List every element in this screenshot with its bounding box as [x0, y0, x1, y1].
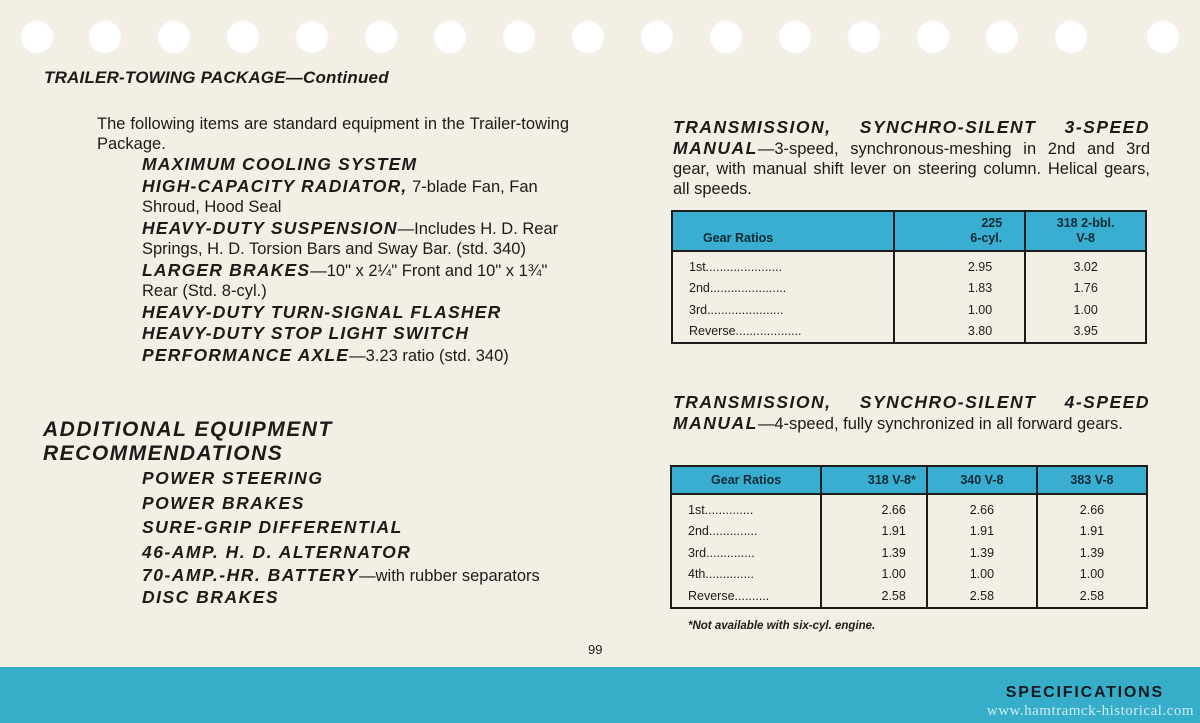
table-row	[671, 521, 1147, 543]
cell-value: 1.83	[894, 278, 1025, 300]
binder-hole	[1146, 20, 1180, 54]
cell-value: 2.66	[1037, 494, 1147, 521]
cell-value: 1.91	[821, 521, 927, 543]
row-label: 2nd..............	[671, 521, 821, 543]
column-header: Gear Ratios	[671, 466, 821, 494]
binder-holes	[0, 0, 1200, 60]
cell-value: 1.39	[1037, 542, 1147, 564]
additional-heading-line-1: ADDITIONAL EQUIPMENT	[43, 418, 333, 441]
binder-hole	[157, 20, 191, 54]
row-label: 3rd..............	[671, 542, 821, 564]
binder-hole	[433, 20, 467, 54]
item-name: HEAVY-DUTY STOP LIGHT SWITCH	[142, 323, 470, 343]
item-name: HIGH-CAPACITY RADIATOR,	[142, 175, 408, 196]
binder-hole	[709, 20, 743, 54]
cell-value: 2.58	[1037, 585, 1147, 608]
list-item	[142, 467, 572, 492]
watermark: www.hamtramck-historical.com	[986, 703, 1194, 719]
list-item	[142, 516, 572, 541]
table-row	[672, 321, 1146, 344]
trans3-paragraph	[673, 117, 1150, 199]
column-header: 225 6-cyl.	[894, 211, 1025, 251]
list-item	[97, 302, 577, 324]
binder-hole	[364, 20, 398, 54]
trans4-desc: —4-speed, fully synchronized in all forward gears.	[757, 415, 1123, 433]
table-row	[672, 251, 1146, 278]
trans4-name: TRANSMISSION, SYNCHRO-SILENT 4-SPEED MANUAL	[673, 392, 1150, 433]
item-name: DISC BRAKES	[142, 587, 280, 607]
intro-paragraph: The following items are standard equipment in the Trailer-towing Package.	[97, 115, 569, 153]
trans3-ratio-table	[671, 210, 1147, 344]
cell-value: 1.00	[821, 564, 927, 586]
cell-value: 1.00	[927, 564, 1037, 586]
row-label: 2nd......................	[672, 278, 894, 300]
list-item	[142, 586, 572, 611]
list-item	[97, 260, 570, 302]
cell-value: 1.76	[1025, 278, 1146, 300]
item-desc: —with rubber separators	[359, 567, 540, 585]
cell-value: 1.39	[821, 542, 927, 564]
trans3-desc: —3-speed, synchronous-meshing in 2nd and 3rd gear, with manual shift lever on steering column. Helical gears, all speeds.	[673, 140, 1150, 198]
list-item	[97, 154, 577, 176]
binder-hole	[778, 20, 812, 54]
item-name: MAXIMUM COOLING SYSTEM	[142, 154, 418, 174]
column-header: 318 V-8*	[821, 466, 927, 494]
column-header: 318 2-bbl. V-8	[1025, 211, 1146, 251]
cell-value: 1.91	[927, 521, 1037, 543]
item-name: HEAVY-DUTY SUSPENSION	[142, 217, 398, 238]
binder-hole	[1054, 20, 1088, 54]
footnote: *Not available with six-cyl. engine.	[688, 620, 876, 632]
item-desc: 7-blade Fan, Fan Shroud, Hood Seal	[142, 177, 538, 216]
binder-hole	[502, 20, 536, 54]
column-header: 340 V-8	[927, 466, 1037, 494]
binder-hole	[847, 20, 881, 54]
list-item	[97, 323, 577, 345]
cell-value: 1.91	[1037, 521, 1147, 543]
list-item	[97, 218, 570, 260]
page-number: 99	[588, 642, 603, 657]
table-row	[671, 585, 1147, 608]
item-desc: —3.23 ratio (std. 340)	[349, 346, 509, 365]
table-row	[672, 278, 1146, 300]
binder-hole	[985, 20, 1019, 54]
row-label: 3rd......................	[672, 299, 894, 321]
row-label: 4th..............	[671, 564, 821, 586]
trans3-name: TRANSMISSION, SYNCHRO-SILENT 3-SPEED MANUAL	[673, 117, 1150, 158]
list-item	[97, 176, 570, 218]
additional-heading	[43, 418, 333, 466]
item-name: 46-AMP. H. D. ALTERNATOR	[142, 541, 412, 562]
trans4-ratio-table	[670, 465, 1148, 609]
cell-value: 3.02	[1025, 251, 1146, 278]
item-name: 70-AMP.-HR. BATTERY	[142, 565, 360, 585]
row-label: 1st......................	[672, 251, 894, 278]
row-label: Reverse...................	[672, 321, 894, 344]
cell-value: 3.80	[894, 321, 1025, 344]
column-header: 383 V-8	[1037, 466, 1147, 494]
column-header: Gear Ratios	[672, 211, 894, 251]
binder-hole	[20, 20, 54, 54]
binder-hole	[295, 20, 329, 54]
cell-value: 1.00	[1037, 564, 1147, 586]
list-item	[97, 345, 577, 367]
cell-value: 2.95	[894, 251, 1025, 278]
table-row	[671, 494, 1147, 521]
binder-hole	[571, 20, 605, 54]
row-label: Reverse..........	[671, 585, 821, 608]
item-name: POWER STEERING	[142, 468, 324, 488]
table-row	[671, 564, 1147, 586]
trans4-paragraph	[673, 392, 1150, 434]
cell-value: 1.00	[1025, 299, 1146, 321]
item-name: HEAVY-DUTY TURN-SIGNAL FLASHER	[142, 301, 502, 322]
item-name: POWER BRAKES	[142, 492, 305, 513]
table-row	[671, 542, 1147, 564]
additional-heading-line-2: RECOMMENDATIONS	[43, 442, 284, 465]
footer-label: SPECIFICATIONS	[1005, 684, 1164, 701]
item-desc: —Includes H. D. Rear Springs, H. D. Torsion Bars and Sway Bar. (std. 340)	[142, 219, 559, 258]
list-item	[142, 541, 572, 566]
cell-value: 1.00	[894, 299, 1025, 321]
item-desc: —10" x 2¼" Front and 10" x 1¾" Rear (Std. 8-cyl.)	[142, 261, 548, 300]
binder-hole	[916, 20, 950, 54]
list-item	[142, 565, 570, 586]
binder-hole	[88, 20, 122, 54]
cell-value: 2.58	[821, 585, 927, 608]
cell-value: 2.66	[821, 494, 927, 521]
item-name: PERFORMANCE AXLE	[142, 344, 350, 365]
list-item	[142, 492, 572, 517]
cell-value: 1.39	[927, 542, 1037, 564]
cell-value: 3.95	[1025, 321, 1146, 344]
binder-hole	[226, 20, 260, 54]
item-name: SURE-GRIP DIFFERENTIAL	[142, 517, 403, 537]
section-heading: TRAILER-TOWING PACKAGE—Continued	[44, 68, 389, 87]
standard-equipment-list	[97, 154, 577, 366]
additional-equipment-list	[142, 467, 572, 611]
cell-value: 2.66	[927, 494, 1037, 521]
table-row	[672, 299, 1146, 321]
binder-hole	[640, 20, 674, 54]
cell-value: 2.58	[927, 585, 1037, 608]
row-label: 1st..............	[671, 494, 821, 521]
item-name: LARGER BRAKES	[142, 259, 311, 280]
